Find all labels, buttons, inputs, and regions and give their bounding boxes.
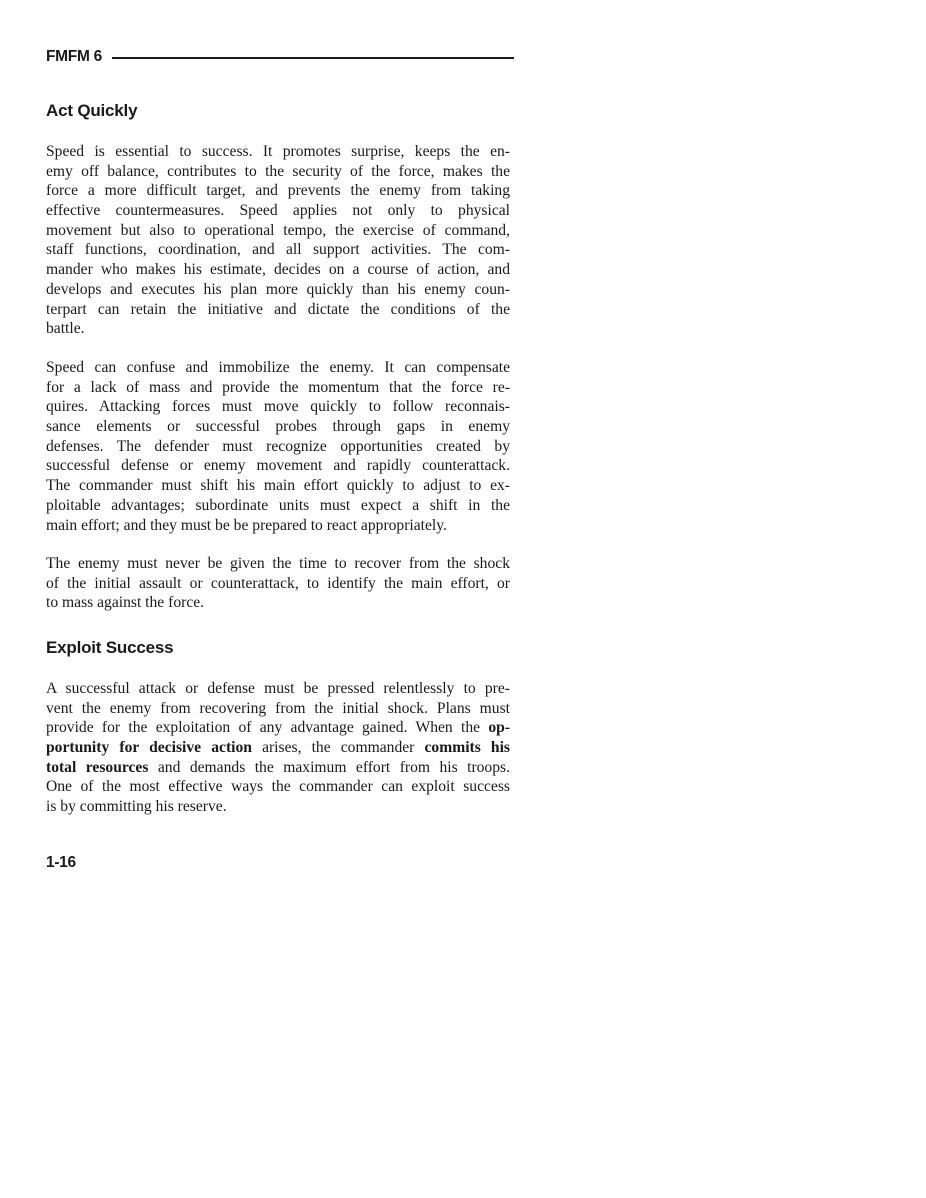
text-line: One of the most effective ways the commander can exploit success — [46, 778, 510, 796]
text-line: force a more difficult target, and prevents the enemy from taking — [46, 182, 510, 200]
text-line: total resources and demands the maximum effort from his troops. — [46, 758, 510, 776]
running-header — [46, 46, 514, 68]
text-line: emy off balance, contributes to the security of the force, makes the — [46, 162, 510, 180]
text-line: for a lack of mass and provide the momentum that the force re- — [46, 378, 510, 396]
text-line: effective countermeasures. Speed applies not only to physical — [46, 202, 510, 220]
text-line: Speed can confuse and immobilize the enemy. It can compensate — [46, 359, 510, 376]
text-line: successful defense or enemy movement and rapidly counterattack. — [46, 457, 510, 475]
text-line: movement but also to operational tempo, the exercise of command, — [46, 221, 510, 239]
text-line: quires. Attacking forces must move quickly to follow reconnais- — [46, 398, 510, 416]
header-rule — [112, 57, 514, 59]
text-line: The enemy must never be given the time to recover from the shock — [46, 555, 510, 572]
text-line: battle. — [46, 320, 85, 338]
text-line: provide for the exploitation of any advantage gained. When the op- — [46, 719, 510, 737]
paragraph-speed-confuse — [46, 358, 510, 535]
text-line: staff functions, coordination, and all support activities. The com- — [46, 241, 510, 259]
bold-emphasis: total resources — [46, 758, 149, 776]
text-line: terpart can retain the initiative and dictate the conditions of the — [46, 300, 510, 318]
paragraph-exploit-success — [46, 679, 510, 817]
text-line: The commander must shift his main effort quickly to adjust to ex- — [46, 477, 510, 495]
text-line: ploitable advantages; subordinate units must expect a shift in the — [46, 496, 510, 514]
text-line: vent the enemy from recovering from the initial shock. Plans must — [46, 699, 510, 717]
text-line: portunity for decisive action arises, the commander commits his — [46, 739, 510, 757]
text-line: A successful attack or defense must be pressed relentlessly to pre- — [46, 680, 510, 697]
paragraph-enemy-recover — [46, 554, 510, 613]
text-line: of the initial assault or counterattack, to identify the main effort, or — [46, 574, 510, 592]
text-line: Speed is essential to success. It promotes surprise, keeps the en- — [46, 143, 510, 160]
text-line: develops and executes his plan more quickly than his enemy coun- — [46, 280, 510, 298]
text-line: sance elements or successful probes through gaps in enemy — [46, 418, 510, 436]
text-line: main effort; and they must be be prepared to react appropriately. — [46, 516, 447, 534]
page-number: 1-16 — [46, 854, 76, 871]
bold-emphasis: commits his — [424, 739, 510, 757]
text-line: defenses. The defender must recognize opportunities created by — [46, 437, 510, 455]
bold-emphasis: op- — [488, 719, 510, 737]
paragraph-speed-essential — [46, 142, 510, 339]
document-id: FMFM 6 — [46, 48, 102, 65]
text-line: mander who makes his estimate, decides on a course of action, and — [46, 261, 510, 279]
text-line: is by committing his reserve. — [46, 798, 227, 816]
section-heading-act-quickly: Act Quickly — [46, 101, 138, 120]
section-heading-exploit-success: Exploit Success — [46, 638, 174, 657]
bold-emphasis: portunity for decisive action — [46, 739, 252, 757]
text-line: to mass against the force. — [46, 594, 205, 612]
